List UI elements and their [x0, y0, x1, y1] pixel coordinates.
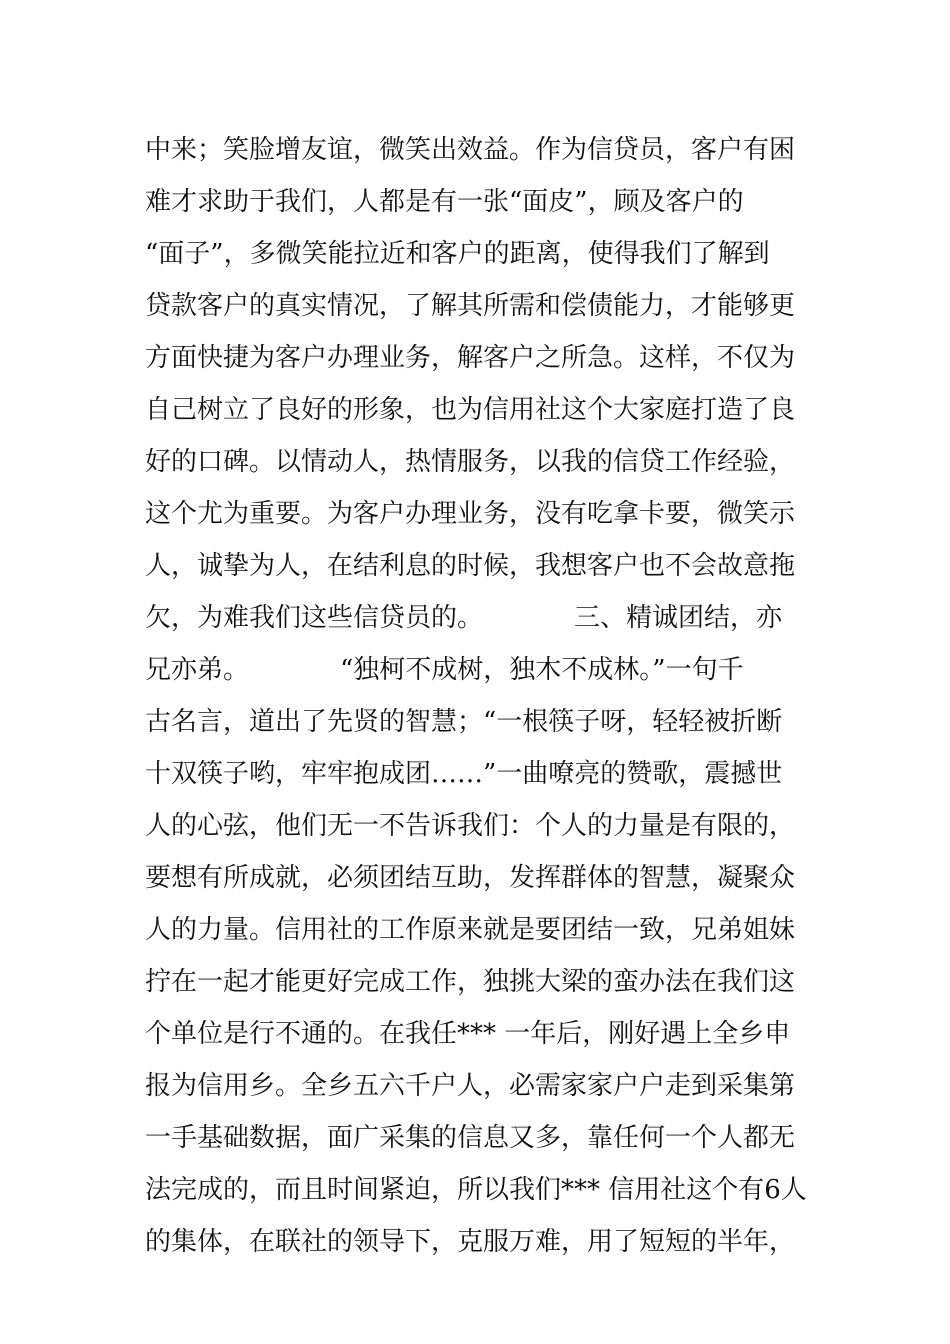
text-line: 个单位是行不通的。在我任*** 一年后，刚好遇上全乡申 [145, 1019, 791, 1049]
text-line: 贷款客户的真实情况，了解其所需和偿债能力，才能够更 [145, 291, 796, 321]
text-line: 要想有所成就，必须团结互助，发挥群体的智慧，凝聚众 [145, 863, 796, 893]
text-line: 人的心弦，他们无一不告诉我们：个人的力量是有限的， [145, 811, 796, 841]
text-line: 报为信用乡。全乡五六千户人，必需家家户户走到采集第 [145, 1071, 796, 1101]
text-line: 难才求助于我们，人都是有一张“面皮”，顾及客户的 [145, 187, 744, 217]
body-text [145, 124, 815, 1268]
text-line: 拧在一起才能更好完成工作，独挑大梁的蛮办法在我们这 [145, 967, 796, 997]
text-line: 古名言，道出了先贤的智慧；“一根筷子呀，轻轻被折断 [145, 707, 783, 737]
text-line: 一手基础数据，面广采集的信息又多，靠任何一个人都无 [145, 1123, 796, 1153]
text-line: 欠，为难我们这些信贷员的。 三、精诚团结，亦 [145, 603, 783, 633]
text-line: 人，诚挚为人，在结利息的时候，我想客户也不会故意拖 [145, 551, 796, 581]
text-line: 中来；笑脸增友谊，微笑出效益。作为信贷员，客户有困 [145, 135, 796, 165]
text-line: 自己树立了良好的形象，也为信用社这个大家庭打造了良 [145, 395, 796, 425]
text-line: 好的口碑。以情动人，热情服务，以我的信贷工作经验， [145, 447, 796, 477]
text-line: 人的力量。信用社的工作原来就是要团结一致，兄弟姐妹 [145, 915, 796, 945]
text-line: 法完成的，而且时间紧迫，所以我们*** 信用社这个有6人 [145, 1175, 807, 1205]
text-line: 这个尤为重要。为客户办理业务，没有吃拿卡要，微笑示 [145, 499, 796, 529]
text-line: 兄亦弟。 “独柯不成树，独木不成林。”一句千 [145, 655, 744, 685]
text-line: 的集体，在联社的领导下，克服万难，用了短短的半年， [145, 1227, 796, 1257]
text-line: “面子”，多微笑能拉近和客户的距离，使得我们了解到 [145, 239, 770, 269]
text-line: 方面快捷为客户办理业务，解客户之所急。这样，不仅为 [145, 343, 796, 373]
text-line: 十双筷子哟，牢牢抱成团……”一曲嘹亮的赞歌，震撼世 [145, 759, 783, 789]
